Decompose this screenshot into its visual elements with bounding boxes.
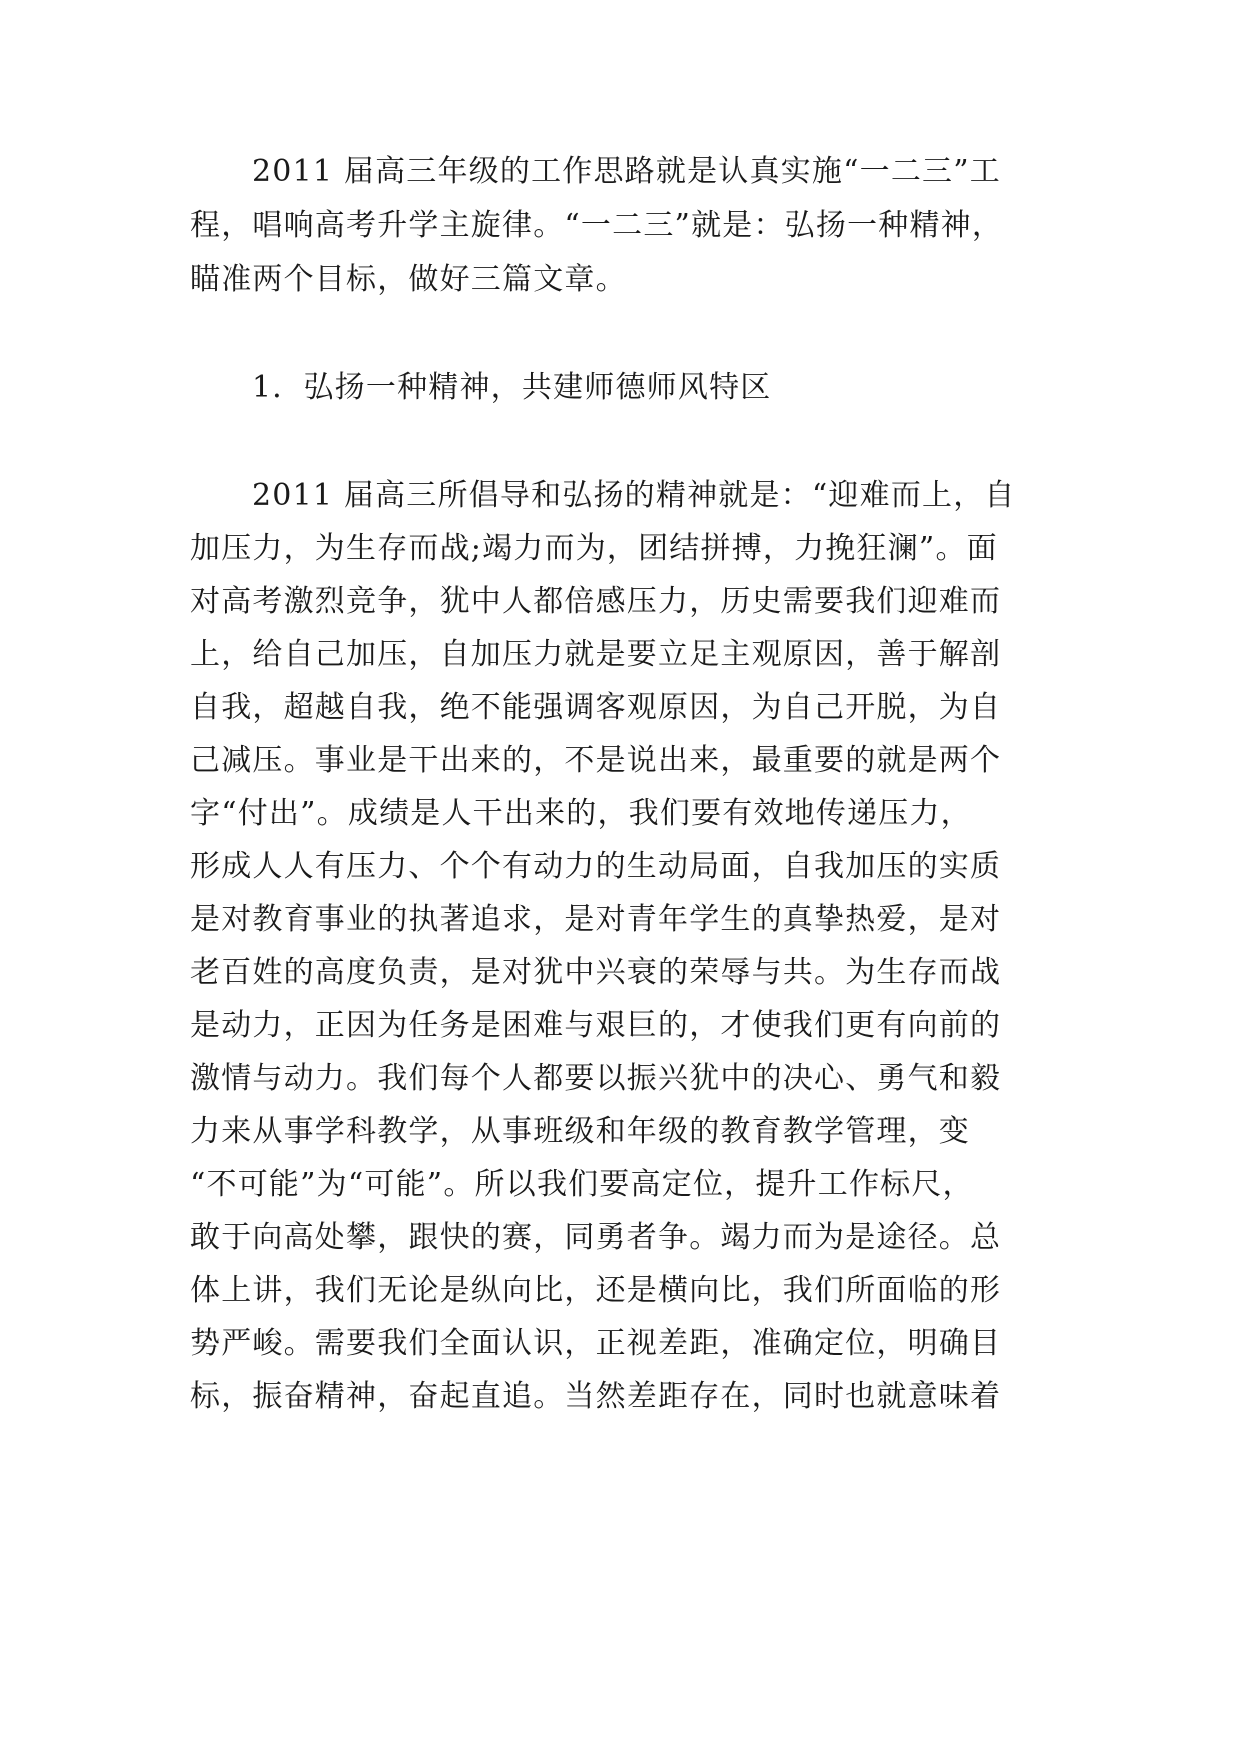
section-heading: 1．弘扬一种精神，共建师德师风特区 (252, 370, 772, 405)
body-line: 己减压。事业是干出来的，不是说出来，最重要的就是两个 (190, 743, 1002, 778)
body-line: “不可能”为“可能”。所以我们要高定位，提升工作标尺， (190, 1167, 974, 1202)
body-line: 势严峻。需要我们全面认识，正视差距，准确定位，明确目 (190, 1326, 1002, 1361)
body-line: 形成人人有压力、个个有动力的生动局面，自我加压的实质 (190, 849, 1002, 884)
body-line: 上，给自己加压，自加压力就是要立足主观原因，善于解剖 (190, 637, 1002, 672)
body-line: 激情与动力。我们每个人都要以振兴犹中的决心、勇气和毅 (190, 1061, 1002, 1096)
intro-line-2: 程，唱响高考升学主旋律。“一二三”就是：弘扬一种精神， (190, 208, 1004, 243)
intro-line-1: 2011 届高三年级的工作思路就是认真实施“一二三”工 (252, 154, 1001, 189)
body-line: 标，振奋精神，奋起直追。当然差距存在，同时也就意味着 (190, 1379, 1002, 1414)
body-line: 字“付出”。成绩是人干出来的，我们要有效地传递压力， (190, 796, 972, 831)
body-line: 自我，超越自我，绝不能强调客观原因，为自己开脱，为自 (190, 690, 1002, 725)
body-line: 老百姓的高度负责，是对犹中兴衰的荣辱与共。为生存而战 (190, 955, 1002, 990)
body-line: 对高考激烈竞争，犹中人都倍感压力，历史需要我们迎难而 (190, 584, 1002, 619)
body-line: 是对教育事业的执著追求，是对青年学生的真挚热爱，是对 (190, 902, 1002, 937)
body-line: 是动力，正因为任务是困难与艰巨的，才使我们更有向前的 (190, 1008, 1002, 1043)
intro-line-3: 瞄准两个目标，做好三篇文章。 (190, 262, 627, 297)
body-line: 2011 届高三所倡导和弘扬的精神就是：“迎难而上，自 (252, 478, 1016, 513)
body-line: 体上讲，我们无论是纵向比，还是横向比，我们所面临的形 (190, 1273, 1002, 1308)
body-line: 力来从事学科教学，从事班级和年级的教育教学管理，变 (190, 1114, 970, 1149)
body-line: 加压力，为生存而战;竭力而为，团结拼搏，力挽狂澜”。面 (190, 531, 998, 566)
body-line: 敢于向高处攀，跟快的赛，同勇者争。竭力而为是途径。总 (190, 1220, 1002, 1255)
